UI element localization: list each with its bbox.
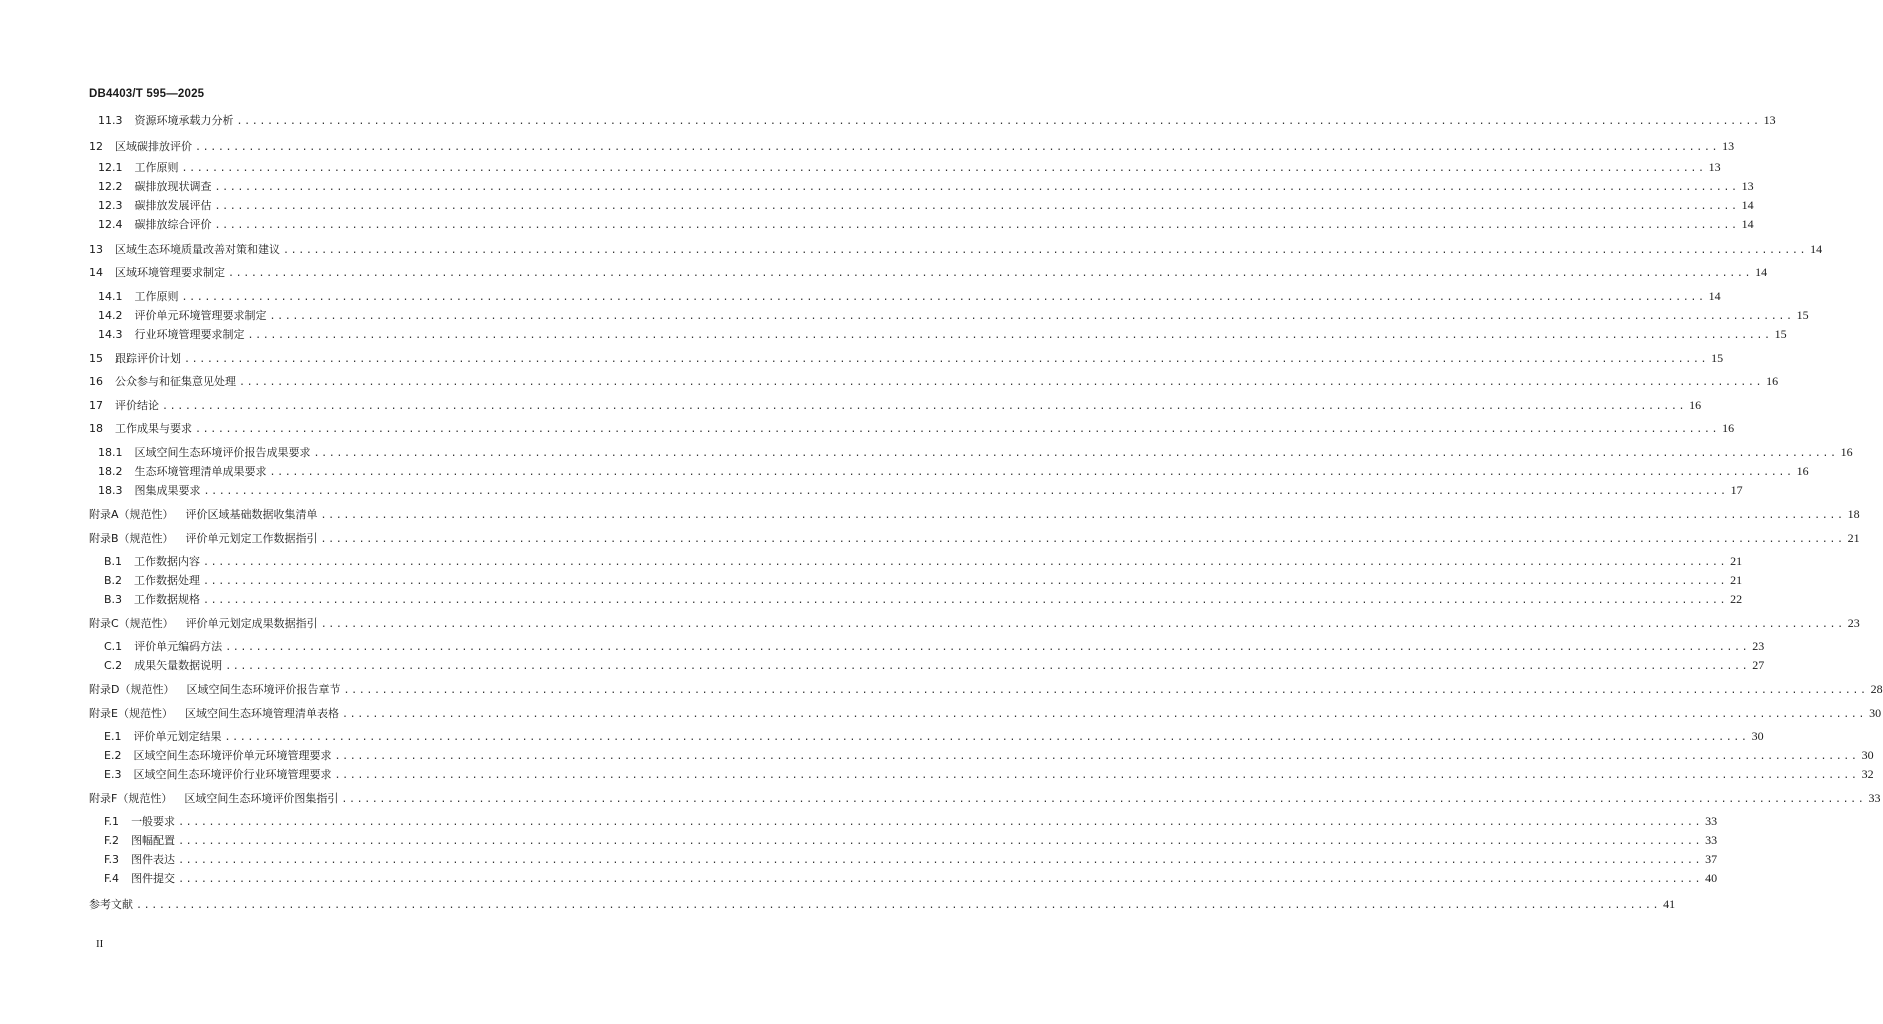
toc-dot-leader: ........................................................................................................................................................................................................ bbox=[239, 377, 1764, 388]
toc-entry[interactable] bbox=[89, 242, 1823, 256]
toc-entry-page: 14 bbox=[1755, 265, 1768, 279]
toc-entry-title: 行业环境管理要求制定 bbox=[134, 328, 245, 341]
toc-dot-leader: ........................................................................................................................................................................................................ bbox=[341, 794, 1866, 805]
toc-entry-title: 工作数据处理 bbox=[134, 574, 201, 587]
toc-entry-title: 工作数据规格 bbox=[134, 593, 201, 606]
toc-entry-page: 23 bbox=[1847, 616, 1860, 630]
toc-entry-title: 图件表达 bbox=[131, 853, 176, 866]
toc-entry-number: F.1 bbox=[104, 815, 120, 828]
toc-entry[interactable] bbox=[104, 748, 1874, 762]
toc-dot-leader: ........................................................................................................................................................................................................ bbox=[162, 401, 1687, 412]
toc-entry-page: 23 bbox=[1752, 639, 1765, 653]
toc-entry-title: 参考文献 bbox=[89, 898, 133, 911]
toc-entry[interactable] bbox=[104, 852, 1718, 866]
toc-dot-leader: ........................................................................................................................................................................................................ bbox=[181, 163, 1706, 174]
toc-dot-leader: ........................................................................................................................................................................................................ bbox=[247, 330, 1772, 341]
toc-entry[interactable] bbox=[104, 871, 1718, 885]
toc-entry-number: 17 bbox=[89, 399, 103, 412]
toc-entry[interactable] bbox=[89, 682, 1883, 696]
toc-entry-title: 资源环境承载力分析 bbox=[134, 114, 234, 127]
toc-entry-title: 区域空间生态环境评价行业环境管理要求 bbox=[133, 768, 332, 781]
toc-entry-title: 工作成果与要求 bbox=[115, 422, 192, 435]
toc-entry-number: 附录D（规范性） bbox=[89, 683, 175, 696]
toc-dot-leader: ........................................................................................................................................................................................................ bbox=[136, 900, 1661, 911]
toc-entry-number: E.3 bbox=[104, 768, 122, 781]
toc-entry[interactable] bbox=[89, 531, 1860, 545]
toc-entry-page: 40 bbox=[1705, 871, 1718, 885]
toc-entry-number: B.3 bbox=[104, 593, 123, 606]
toc-entry[interactable] bbox=[89, 706, 1882, 720]
toc-entry-title: 区域空间生态环境评价图集指引 bbox=[184, 792, 339, 805]
toc-entry-page: 21 bbox=[1847, 531, 1860, 545]
toc-entry-page: 28 bbox=[1870, 682, 1883, 696]
toc-entry-page: 18 bbox=[1847, 507, 1860, 521]
toc-entry-title: 跟踪评价计划 bbox=[115, 352, 181, 365]
toc-entry[interactable] bbox=[89, 616, 1860, 630]
toc-entry-page: 32 bbox=[1861, 767, 1874, 781]
toc-entry[interactable] bbox=[104, 554, 1743, 568]
toc-entry-page: 33 bbox=[1705, 814, 1718, 828]
toc-dot-leader: ........................................................................................................................................................................................................ bbox=[334, 751, 1859, 762]
toc-entry-number: 12.3 bbox=[98, 199, 123, 212]
toc-dot-leader: ........................................................................................................................................................................................................ bbox=[203, 486, 1728, 497]
toc-entry[interactable] bbox=[98, 160, 1721, 174]
toc-entry-number: 13 bbox=[89, 243, 103, 256]
toc-entry-title: 区域空间生态环境评价报告成果要求 bbox=[134, 446, 311, 459]
toc-entry[interactable] bbox=[89, 139, 1735, 153]
toc-entry-number: 附录A（规范性） bbox=[89, 508, 174, 521]
toc-entry-number: 18.2 bbox=[98, 465, 123, 478]
toc-entry-page: 14 bbox=[1741, 217, 1754, 231]
toc-dot-leader: ........................................................................................................................................................................................................ bbox=[224, 732, 1749, 743]
toc-entry-number: B.2 bbox=[104, 574, 123, 587]
toc-dot-leader: ........................................................................................................................................................................................................ bbox=[178, 855, 1703, 866]
toc-dot-leader: ........................................................................................................................................................................................................ bbox=[184, 354, 1709, 365]
toc-entry[interactable] bbox=[98, 217, 1754, 231]
toc-entry-page: 15 bbox=[1796, 308, 1809, 322]
toc-entry[interactable] bbox=[104, 592, 1743, 606]
toc-entry[interactable] bbox=[98, 113, 1776, 127]
toc-dot-leader: ........................................................................................................................................................................................................ bbox=[214, 201, 1739, 212]
toc-entry-title: 评价单元环境管理要求制定 bbox=[134, 309, 267, 322]
toc-entry-page: 13 bbox=[1708, 160, 1721, 174]
toc-dot-leader: ........................................................................................................................................................................................................ bbox=[214, 220, 1739, 231]
toc-dot-leader: ........................................................................................................................................................................................................ bbox=[214, 182, 1739, 193]
toc-dot-leader: ........................................................................................................................................................................................................ bbox=[228, 268, 1753, 279]
toc-entry-number: F.3 bbox=[104, 853, 120, 866]
toc-entry-page: 15 bbox=[1711, 351, 1724, 365]
toc-dot-leader: ........................................................................................................................................................................................................ bbox=[195, 142, 1720, 153]
toc-entry-page: 14 bbox=[1810, 242, 1823, 256]
toc-entry-title: 区域环境管理要求制定 bbox=[115, 266, 225, 279]
toc-entry-number: 12.1 bbox=[98, 161, 123, 174]
toc-entry[interactable] bbox=[104, 729, 1764, 743]
toc-entry-number: 14.1 bbox=[98, 290, 123, 303]
toc-entry-title: 区域碳排放评价 bbox=[115, 140, 192, 153]
toc-dot-leader: ........................................................................................................................................................................................................ bbox=[343, 685, 1868, 696]
toc-entry-page: 27 bbox=[1752, 658, 1765, 672]
toc-entry[interactable] bbox=[89, 265, 1768, 279]
toc-entry-title: 生态环境管理清单成果要求 bbox=[134, 465, 267, 478]
toc-entry[interactable] bbox=[104, 814, 1718, 828]
toc-entry[interactable] bbox=[89, 398, 1702, 412]
toc-entry-page: 21 bbox=[1730, 554, 1743, 568]
toc-entry-page: 37 bbox=[1705, 852, 1718, 866]
toc-entry-number: 12.2 bbox=[98, 180, 123, 193]
toc-entry[interactable] bbox=[104, 658, 1765, 672]
toc-entry-number: 附录F（规范性） bbox=[89, 792, 173, 805]
toc-entry-page: 33 bbox=[1868, 791, 1881, 805]
toc-entry-page: 30 bbox=[1751, 729, 1764, 743]
toc-dot-leader: ........................................................................................................................................................................................................ bbox=[203, 557, 1728, 568]
toc-entry-title: 一般要求 bbox=[131, 815, 176, 828]
toc-entry-number: 14.3 bbox=[98, 328, 123, 341]
toc-entry[interactable] bbox=[89, 791, 1881, 805]
toc-dot-leader: ........................................................................................................................................................................................................ bbox=[320, 510, 1845, 521]
toc-entry[interactable] bbox=[98, 179, 1754, 193]
toc-entry-title: 评价单元划定成果数据指引 bbox=[185, 617, 318, 630]
toc-entry-page: 13 bbox=[1763, 113, 1776, 127]
toc-entry-title: 成果矢量数据说明 bbox=[134, 659, 223, 672]
toc-entry[interactable] bbox=[98, 327, 1787, 341]
toc-entry-title: 碳排放发展评估 bbox=[134, 199, 212, 212]
toc-entry-title: 评价单元划定结果 bbox=[133, 730, 222, 743]
toc-dot-leader: ........................................................................................................................................................................................................ bbox=[320, 534, 1845, 545]
toc-entry-number: 14 bbox=[89, 266, 103, 279]
toc-dot-leader: ........................................................................................................................................................................................................ bbox=[203, 595, 1728, 606]
toc-entry[interactable] bbox=[98, 289, 1721, 303]
toc-entry-title: 公众参与和征集意见处理 bbox=[115, 375, 236, 388]
toc-dot-leader: ........................................................................................................................................................................................................ bbox=[203, 576, 1728, 587]
toc-entry-number: F.4 bbox=[104, 872, 120, 885]
toc-entry-page: 30 bbox=[1869, 706, 1882, 720]
toc-entry-title: 评价单元划定工作数据指引 bbox=[185, 532, 318, 545]
toc-dot-leader: ........................................................................................................................................................................................................ bbox=[178, 836, 1703, 847]
toc-dot-leader: ........................................................................................................................................................................................................ bbox=[313, 448, 1838, 459]
toc-entry-number: C.2 bbox=[104, 659, 123, 672]
toc-entry-title: 区域空间生态环境评价单元环境管理要求 bbox=[133, 749, 332, 762]
toc-entry[interactable] bbox=[98, 464, 1809, 478]
toc-entry-number: B.1 bbox=[104, 555, 123, 568]
toc-entry-number: 附录B（规范性） bbox=[89, 532, 174, 545]
toc-dot-leader: ........................................................................................................................................................................................................ bbox=[334, 770, 1859, 781]
toc-entry-page: 13 bbox=[1722, 139, 1735, 153]
toc-entry-page: 16 bbox=[1689, 398, 1702, 412]
toc-entry[interactable] bbox=[104, 573, 1743, 587]
toc-dot-leader: ........................................................................................................................................................................................................ bbox=[269, 311, 1794, 322]
toc-entry-page: 16 bbox=[1840, 445, 1853, 459]
toc-entry[interactable] bbox=[98, 483, 1743, 497]
toc-entry-page: 14 bbox=[1708, 289, 1721, 303]
toc-dot-leader: ........................................................................................................................................................................................................ bbox=[341, 709, 1867, 720]
toc-entry[interactable] bbox=[89, 421, 1735, 435]
toc-entry-title: 工作原则 bbox=[134, 290, 179, 303]
toc-dot-leader: ........................................................................................................................................................................................................ bbox=[178, 817, 1703, 828]
toc-entry[interactable] bbox=[89, 507, 1860, 521]
toc-dot-leader: ........................................................................................................................................................................................................ bbox=[283, 245, 1808, 256]
toc-entry-title: 工作数据内容 bbox=[134, 555, 201, 568]
toc-entry-number: 12.4 bbox=[98, 218, 123, 231]
toc-entry[interactable] bbox=[89, 374, 1779, 388]
toc-entry-number: E.2 bbox=[104, 749, 122, 762]
toc-entry-page: 17 bbox=[1730, 483, 1743, 497]
toc-entry-page: 16 bbox=[1766, 374, 1779, 388]
toc-entry-number: 14.2 bbox=[98, 309, 123, 322]
toc-entry-page: 15 bbox=[1774, 327, 1787, 341]
toc-entry-page: 22 bbox=[1730, 592, 1743, 606]
toc-entry[interactable] bbox=[104, 639, 1765, 653]
toc-entry-page: 30 bbox=[1861, 748, 1874, 762]
toc-entry[interactable] bbox=[89, 351, 1724, 365]
toc-entry-title: 碳排放现状调查 bbox=[134, 180, 212, 193]
toc-entry-title: 区域空间生态环境管理清单表格 bbox=[184, 707, 339, 720]
toc-dot-leader: ........................................................................................................................................................................................................ bbox=[178, 874, 1703, 885]
toc-entry[interactable] bbox=[104, 833, 1718, 847]
toc-entry-title: 图集成果要求 bbox=[134, 484, 201, 497]
toc-entry-number: 18.3 bbox=[98, 484, 123, 497]
toc-entry-number: F.2 bbox=[104, 834, 120, 847]
toc-entry-title: 区域生态环境质量改善对策和建议 bbox=[115, 243, 280, 256]
toc-entry-page: 16 bbox=[1722, 421, 1735, 435]
toc-entry[interactable] bbox=[98, 308, 1809, 322]
toc-entry[interactable] bbox=[98, 445, 1853, 459]
page-number: II bbox=[96, 938, 104, 950]
toc-entry-number: C.1 bbox=[104, 640, 123, 653]
toc-entry-number: 12 bbox=[89, 140, 103, 153]
toc-entry-page: 16 bbox=[1796, 464, 1809, 478]
toc-dot-leader: ........................................................................................................................................................................................................ bbox=[225, 661, 1750, 672]
toc-entry-number: 附录E（规范性） bbox=[89, 707, 173, 720]
toc-dot-leader: ........................................................................................................................................................................................................ bbox=[269, 467, 1794, 478]
toc-entry-title: 区域空间生态环境评价报告章节 bbox=[186, 683, 341, 696]
toc-entry-number: 18 bbox=[89, 422, 103, 435]
toc-entry-title: 评价区域基础数据收集清单 bbox=[185, 508, 318, 521]
toc-entry-title: 图幅配置 bbox=[131, 834, 176, 847]
toc-entry[interactable] bbox=[89, 897, 1676, 911]
toc-entry-page: 13 bbox=[1741, 179, 1754, 193]
toc-entry-number: 18.1 bbox=[98, 446, 123, 459]
toc-dot-leader: ........................................................................................................................................................................................................ bbox=[225, 642, 1750, 653]
toc-entry-title: 工作原则 bbox=[134, 161, 179, 174]
toc-entry[interactable] bbox=[98, 198, 1754, 212]
toc-entry-number: E.1 bbox=[104, 730, 122, 743]
toc-dot-leader: ........................................................................................................................................................................................................ bbox=[236, 116, 1761, 127]
toc-entry-page: 33 bbox=[1705, 833, 1718, 847]
toc-entry-title: 碳排放综合评价 bbox=[134, 218, 212, 231]
toc-dot-leader: ........................................................................................................................................................................................................ bbox=[195, 424, 1720, 435]
toc-entry-page: 21 bbox=[1730, 573, 1743, 587]
toc-entry-title: 评价单元编码方法 bbox=[134, 640, 223, 653]
toc-entry-number: 16 bbox=[89, 375, 103, 388]
toc-entry[interactable] bbox=[104, 767, 1874, 781]
toc-entry-title: 图件提交 bbox=[131, 872, 176, 885]
document-code: DB4403/T 595—2025 bbox=[89, 88, 205, 100]
toc-entry-title: 评价结论 bbox=[115, 399, 159, 412]
toc-entry-page: 14 bbox=[1741, 198, 1754, 212]
toc-entry-number: 11.3 bbox=[98, 114, 123, 127]
toc-dot-leader: ........................................................................................................................................................................................................ bbox=[181, 292, 1706, 303]
toc-entry-number: 附录C（规范性） bbox=[89, 617, 174, 630]
toc-entry-number: 15 bbox=[89, 352, 103, 365]
toc-entry-page: 41 bbox=[1663, 897, 1676, 911]
toc-dot-leader: ........................................................................................................................................................................................................ bbox=[320, 619, 1845, 630]
